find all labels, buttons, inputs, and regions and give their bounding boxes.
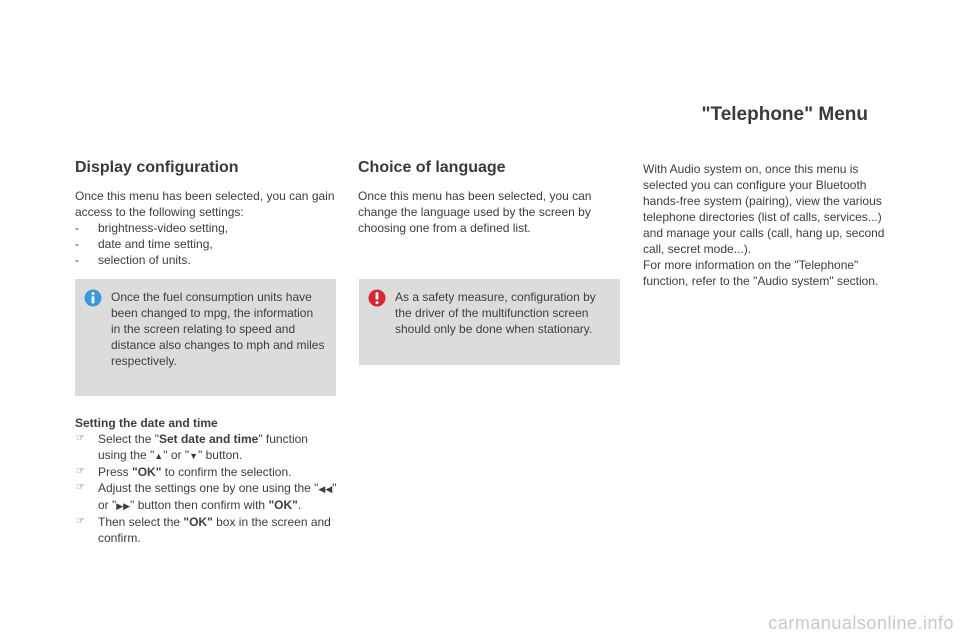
info-note-box: [75, 279, 336, 396]
up-arrow-icon: ▲: [154, 451, 164, 461]
fast-forward-icon: ▶▶: [116, 501, 131, 511]
list-item: - selection of units.: [75, 252, 337, 268]
step-item: ☞ Then select the "OK" box in the screen and confirm.: [75, 514, 337, 546]
list-item: - date and time setting,: [75, 236, 337, 252]
step-item: ☞ Adjust the settings one by one using the "◀◀" or "▶▶" button then confirm with "OK".: [75, 480, 337, 514]
display-configuration-intro: Once this menu has been selected, you can gain access to the following settings:: [75, 189, 335, 219]
date-time-steps: [75, 431, 337, 546]
display-configuration-heading: Display configuration: [75, 159, 239, 176]
page-title: "Telephone" Menu: [701, 104, 868, 125]
warning-icon: [368, 289, 386, 307]
telephone-menu-section: [643, 161, 898, 289]
list-item: - brightness-video setting,: [75, 220, 337, 236]
info-icon: [84, 289, 102, 307]
date-time-heading: Setting the date and time: [75, 416, 218, 430]
warning-note-box: [359, 279, 620, 365]
choice-of-language-section: [358, 158, 620, 236]
step-item: ☞ Select the "Set date and time" function using the "▲" or "▼" button.: [75, 431, 337, 464]
rewind-icon: ◀◀: [318, 484, 333, 494]
telephone-reference: For more information on the "Telephone" function, refer to the "Audio system" section.: [643, 258, 879, 288]
display-configuration-section: [75, 158, 337, 268]
choice-of-language-intro: Once this menu has been selected, you can change the language used by the screen by choosing one from a defined list.: [358, 189, 592, 235]
info-note-text: Once the fuel consumption units have been changed to mpg, the information in the screen relating to speed and distance also changes to mph and miles respectively.: [111, 290, 325, 368]
telephone-paragraph: With Audio system on, once this menu is selected you can configure your Bluetooth hands-free system (pairing), view the various telephone directories (list of calls, services...) and manage your calls (call, hang up, second call, secret mode...).: [643, 162, 885, 256]
choice-of-language-heading: Choice of language: [358, 159, 506, 176]
step-item: ☞ Press "OK" to confirm the selection.: [75, 464, 337, 480]
display-settings-list: [75, 220, 337, 268]
watermark: carmanualsonline.info: [768, 613, 954, 633]
date-time-section: [75, 415, 337, 546]
down-arrow-icon: ▼: [189, 451, 198, 461]
warning-note-text: As a safety measure, configuration by the driver of the multifunction screen should only be done when stationary.: [395, 290, 596, 336]
